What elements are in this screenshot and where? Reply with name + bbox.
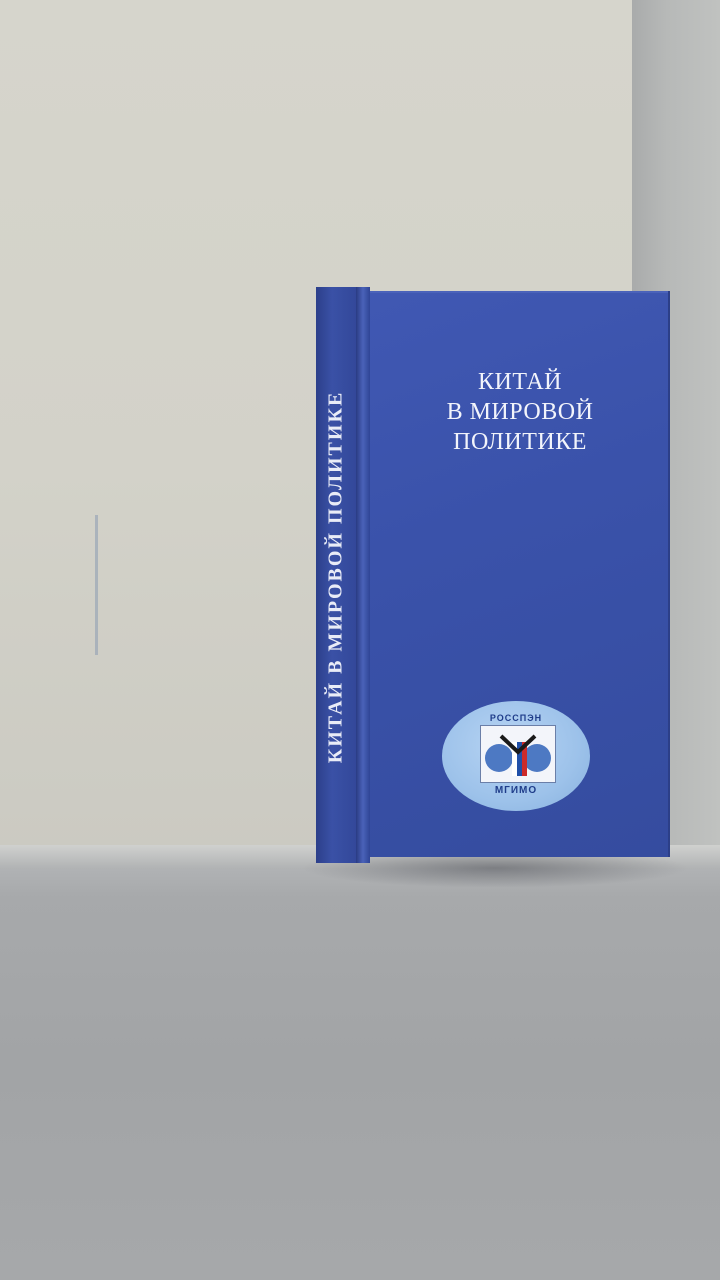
cover-title-line-1: КИТАЙ bbox=[478, 369, 562, 395]
shelf bbox=[0, 845, 720, 1280]
cover-title bbox=[370, 367, 670, 457]
cover-title-line-2: В МИРОВОЙ bbox=[446, 399, 594, 425]
emblem-icon bbox=[481, 726, 555, 782]
spine-title-text: КИТАЙ В МИРОВОЙ ПОЛИТИКЕ bbox=[324, 390, 347, 764]
logo-bottom-text: МГИМО bbox=[494, 785, 538, 796]
wall-mark bbox=[95, 515, 98, 655]
logo-top-text: РОССПЭН bbox=[489, 713, 543, 723]
publisher-logo bbox=[442, 701, 590, 811]
book bbox=[316, 287, 672, 863]
cover-title-line-3: ПОЛИТИКЕ bbox=[453, 429, 587, 455]
logo-emblem bbox=[480, 725, 556, 783]
book-hinge bbox=[356, 287, 370, 863]
